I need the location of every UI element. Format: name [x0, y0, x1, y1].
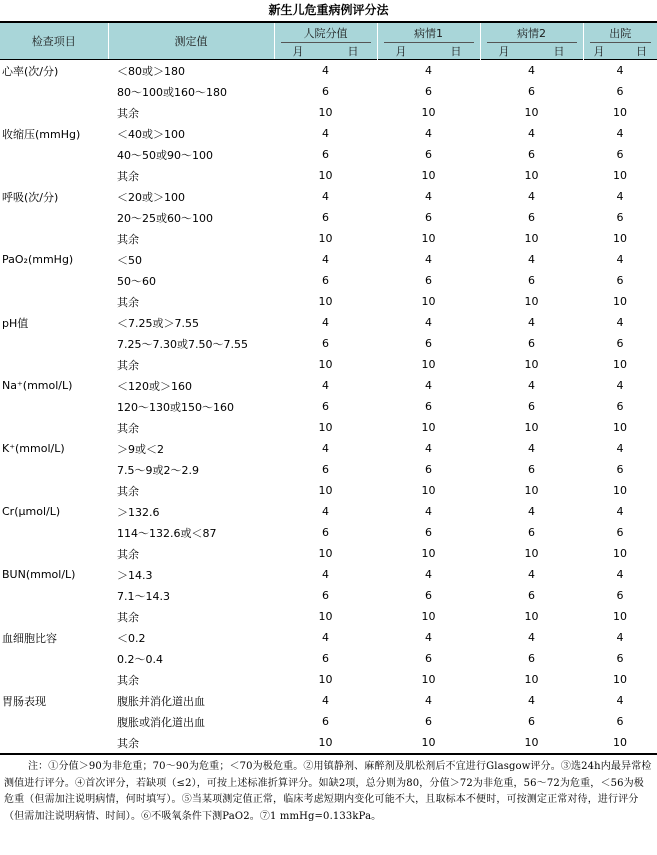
- cell-score: 6: [528, 589, 535, 602]
- cell-score: 6: [528, 337, 535, 350]
- cell-score: 10: [524, 547, 539, 560]
- cell-score: 6: [528, 211, 535, 224]
- cell-value: ＞132.6: [117, 505, 160, 519]
- cell-score: 10: [318, 232, 333, 245]
- table-row: [0, 648, 657, 669]
- table-title: 新生儿危重病例评分法: [268, 3, 389, 17]
- cell-score: 10: [318, 358, 333, 371]
- cell-value: 其余: [117, 421, 139, 435]
- cell-score: 6: [528, 274, 535, 287]
- cell-value: 其余: [117, 673, 139, 687]
- cell-score: 10: [318, 610, 333, 623]
- cell-score: 6: [322, 526, 329, 539]
- cell-score: 6: [616, 211, 624, 224]
- cell-score: 10: [613, 106, 627, 119]
- cell-score: 10: [421, 106, 436, 119]
- cell-score: 6: [528, 715, 535, 728]
- header-month-day: [480, 43, 583, 60]
- cell-score: 4: [322, 694, 329, 707]
- cell-score: 4: [425, 253, 432, 266]
- score-table: [0, 21, 657, 755]
- cell-score: 6: [616, 148, 624, 161]
- header-value: 测定值: [108, 22, 274, 60]
- cell-score: 10: [318, 673, 333, 686]
- cell-score: 10: [421, 736, 436, 749]
- cell-score: 10: [318, 295, 333, 308]
- cell-score: 6: [425, 526, 432, 539]
- cell-score: 10: [421, 295, 436, 308]
- table-row: [0, 543, 657, 564]
- cell-score: 6: [322, 589, 329, 602]
- cell-value: 7.1～14.3: [117, 589, 170, 603]
- cell-score: 4: [425, 694, 432, 707]
- cell-score: 6: [616, 589, 624, 602]
- cell-score: 10: [613, 610, 627, 623]
- cell-score: 6: [322, 400, 329, 413]
- cell-score: 4: [322, 64, 329, 77]
- cell-item: [0, 606, 108, 627]
- cell-score: 10: [524, 610, 539, 623]
- cell-score: 6: [616, 652, 624, 665]
- cell-score: 10: [613, 232, 627, 245]
- cell-score: 4: [616, 190, 624, 203]
- cell-item: [0, 522, 108, 543]
- cell-item: 血细胞比容: [2, 631, 57, 645]
- cell-value: 其余: [117, 358, 139, 372]
- cell-value: ＞14.3: [117, 568, 153, 582]
- cell-score: 6: [528, 463, 535, 476]
- table-row: [0, 627, 657, 648]
- cell-score: 4: [616, 379, 624, 392]
- cell-score: 10: [524, 232, 539, 245]
- cell-score: 4: [425, 631, 432, 644]
- cell-score: 10: [524, 484, 539, 497]
- cell-score: 10: [613, 736, 627, 749]
- cell-item: BUN(mmol/L): [2, 568, 76, 581]
- cell-score: 10: [318, 547, 333, 560]
- cell-item: K⁺(mmol/L): [2, 442, 65, 455]
- cell-score: 4: [322, 505, 329, 518]
- cell-value: 0.2～0.4: [117, 652, 163, 666]
- cell-score: 6: [322, 652, 329, 665]
- cell-score: 6: [425, 274, 432, 287]
- table-row: [0, 690, 657, 711]
- cell-item: [0, 648, 108, 669]
- cell-score: 6: [425, 148, 432, 161]
- table-body: [0, 60, 657, 755]
- cell-score: 6: [528, 148, 535, 161]
- cell-value: ＞9或＜2: [117, 442, 164, 456]
- table-row: [0, 81, 657, 102]
- header-item: 检查项目: [0, 22, 108, 60]
- cell-score: 6: [322, 85, 329, 98]
- cell-item: [0, 102, 108, 123]
- cell-score: 4: [528, 568, 535, 581]
- cell-score: 10: [421, 610, 436, 623]
- cell-item: 收缩压(mmHg): [2, 127, 81, 141]
- cell-score: 4: [528, 316, 535, 329]
- cell-value: ＜40或＞100: [117, 127, 185, 141]
- cell-item: Cr(μmol/L): [2, 505, 61, 518]
- cell-score: 4: [322, 190, 329, 203]
- cell-score: 10: [524, 736, 539, 749]
- cell-score: 6: [528, 400, 535, 413]
- cell-item: [0, 270, 108, 291]
- cell-score: 6: [425, 211, 432, 224]
- table-row: [0, 711, 657, 732]
- cell-score: 10: [524, 106, 539, 119]
- cell-score: 6: [322, 211, 329, 224]
- cell-score: 6: [616, 85, 624, 98]
- header-month-day: [274, 43, 377, 60]
- cell-item: 呼吸(次/分): [2, 190, 59, 204]
- cell-value: 114～132.6或＜87: [117, 526, 217, 540]
- cell-score: 10: [524, 295, 539, 308]
- cell-score: 6: [322, 274, 329, 287]
- table-row: [0, 375, 657, 396]
- cell-score: 4: [528, 190, 535, 203]
- header-month: 月: [292, 45, 304, 58]
- table-row: [0, 522, 657, 543]
- cell-score: 4: [616, 64, 624, 77]
- cell-score: 10: [421, 673, 436, 686]
- table-row: [0, 102, 657, 123]
- cell-score: 6: [528, 526, 535, 539]
- cell-score: 4: [616, 568, 624, 581]
- cell-value: 其余: [117, 484, 139, 498]
- cell-score: 10: [318, 484, 333, 497]
- cell-value: 其余: [117, 736, 139, 750]
- cell-score: 4: [425, 379, 432, 392]
- cell-score: 4: [425, 127, 432, 140]
- table-row: [0, 123, 657, 144]
- cell-score: 4: [616, 253, 624, 266]
- cell-score: 6: [616, 715, 624, 728]
- cell-score: 6: [425, 400, 432, 413]
- header-group-discharge: 出院: [583, 22, 657, 43]
- cell-value: ＜50: [117, 253, 142, 267]
- cell-score: 4: [528, 379, 535, 392]
- cell-score: 6: [528, 85, 535, 98]
- cell-item: [0, 711, 108, 732]
- cell-score: 4: [616, 505, 624, 518]
- cell-score: 10: [613, 358, 627, 371]
- cell-score: 6: [425, 652, 432, 665]
- cell-score: 4: [528, 694, 535, 707]
- cell-value: 40～50或90～100: [117, 148, 213, 162]
- header-group-admission: 人院分值: [274, 22, 377, 43]
- table-row: [0, 459, 657, 480]
- cell-value: 50～60: [117, 274, 156, 288]
- cell-score: 4: [425, 442, 432, 455]
- cell-score: 4: [616, 631, 624, 644]
- cell-score: 4: [616, 694, 624, 707]
- header-group-condition2: 病情2: [480, 22, 583, 43]
- cell-score: 4: [322, 253, 329, 266]
- cell-score: 4: [425, 190, 432, 203]
- cell-score: 10: [524, 421, 539, 434]
- cell-item: [0, 354, 108, 375]
- cell-score: 10: [421, 358, 436, 371]
- cell-score: 10: [613, 673, 627, 686]
- table-row: [0, 606, 657, 627]
- cell-value: ＜7.25或＞7.55: [117, 316, 199, 330]
- table-row: [0, 480, 657, 501]
- cell-score: 6: [616, 337, 624, 350]
- cell-score: 4: [425, 568, 432, 581]
- cell-item: [0, 333, 108, 354]
- cell-value: 其余: [117, 295, 139, 309]
- cell-score: 4: [528, 64, 535, 77]
- cell-score: 6: [425, 337, 432, 350]
- cell-value: ＜0.2: [117, 631, 146, 645]
- cell-score: 10: [318, 736, 333, 749]
- cell-score: 4: [425, 64, 432, 77]
- table-row: [0, 564, 657, 585]
- cell-score: 6: [322, 715, 329, 728]
- table-row: [0, 501, 657, 522]
- cell-value: 80～100或160～180: [117, 85, 227, 99]
- header-day: 日: [636, 45, 647, 58]
- header-group-condition1: 病情1: [377, 22, 480, 43]
- cell-item: [0, 543, 108, 564]
- cell-value: 其余: [117, 610, 139, 624]
- cell-score: 10: [613, 547, 627, 560]
- header-day: 日: [450, 45, 462, 58]
- cell-score: 10: [318, 106, 333, 119]
- header-month-day: [377, 43, 480, 60]
- cell-score: 10: [613, 295, 627, 308]
- cell-value: ＜120或＞160: [117, 379, 192, 393]
- cell-item: Na⁺(mmol/L): [2, 379, 73, 392]
- cell-score: 4: [425, 505, 432, 518]
- cell-score: 10: [421, 232, 436, 245]
- cell-item: [0, 207, 108, 228]
- cell-value: ＜80或＞180: [117, 64, 185, 78]
- table-row: [0, 291, 657, 312]
- cell-score: 6: [425, 85, 432, 98]
- table-row: [0, 417, 657, 438]
- header-month: 月: [593, 45, 605, 58]
- cell-item: 胃肠表现: [2, 694, 46, 708]
- cell-item: pH值: [2, 316, 29, 330]
- cell-value: 其余: [117, 106, 139, 120]
- table-row: [0, 333, 657, 354]
- cell-score: 4: [528, 253, 535, 266]
- table-row: [0, 270, 657, 291]
- cell-value: 其余: [117, 232, 139, 246]
- cell-score: 4: [528, 631, 535, 644]
- cell-score: 4: [425, 316, 432, 329]
- cell-score: 4: [528, 505, 535, 518]
- table-row: [0, 396, 657, 417]
- header-day: 日: [553, 45, 565, 58]
- table-row: [0, 228, 657, 249]
- cell-score: 10: [421, 547, 436, 560]
- table-row: [0, 207, 657, 228]
- table-row: [0, 249, 657, 270]
- cell-score: 10: [613, 484, 627, 497]
- table-row: [0, 438, 657, 459]
- cell-score: 10: [524, 673, 539, 686]
- cell-score: 10: [318, 421, 333, 434]
- cell-score: 6: [616, 463, 624, 476]
- cell-score: 4: [322, 379, 329, 392]
- cell-score: 10: [524, 358, 539, 371]
- cell-score: 4: [528, 442, 535, 455]
- cell-item: [0, 732, 108, 754]
- cell-score: 6: [616, 526, 624, 539]
- header-month: 月: [498, 45, 510, 58]
- cell-score: 4: [616, 316, 624, 329]
- cell-score: 4: [322, 442, 329, 455]
- cell-score: 6: [528, 652, 535, 665]
- cell-item: 心率(次/分): [2, 64, 59, 78]
- cell-item: [0, 459, 108, 480]
- cell-score: 4: [616, 127, 624, 140]
- cell-item: [0, 81, 108, 102]
- cell-score: 6: [616, 400, 624, 413]
- footnote: 注：①分值＞90为非危重；70～90为危重；＜70为极危重。②用镇静剂、麻醉剂及肌松剂后不宜进行Glasgow评分。③选24h内最异常检测值进行评分。④首次评分，若缺项（≤2），可按上述标准折算评分。如缺2项，总分则为80，分值＞72为非危重，56～72为危重，＜56为极危重（但需加注说明病情，何时填写）。⑤当某项测定值正常，临床考虑短期内变化可能不大，且取标本不便时，可按测定正常对待，进行评分（但需加注说明病情、时间）。⑥不吸氧条件下测PaO2。⑦1 mmHg=0.133kPa。: [4, 761, 652, 822]
- table-row: [0, 165, 657, 186]
- table-row: [0, 312, 657, 333]
- header-month-day: [583, 43, 657, 60]
- cell-score: 4: [322, 568, 329, 581]
- table-row: [0, 354, 657, 375]
- table-row: [0, 186, 657, 207]
- table-row: [0, 60, 657, 82]
- cell-item: [0, 228, 108, 249]
- cell-score: 4: [322, 316, 329, 329]
- table-row: [0, 669, 657, 690]
- cell-score: 4: [322, 631, 329, 644]
- cell-score: 6: [322, 148, 329, 161]
- table-row: [0, 732, 657, 754]
- cell-item: [0, 669, 108, 690]
- cell-score: 10: [421, 169, 436, 182]
- header-day: 日: [347, 45, 359, 58]
- cell-value: 腹胀或消化道出血: [117, 715, 205, 729]
- cell-value: 7.25～7.30或7.50～7.55: [117, 337, 248, 351]
- cell-score: 6: [322, 337, 329, 350]
- cell-score: 10: [613, 169, 627, 182]
- cell-value: 120～130或150～160: [117, 400, 234, 414]
- cell-score: 6: [425, 463, 432, 476]
- cell-score: 10: [421, 421, 436, 434]
- cell-score: 6: [425, 589, 432, 602]
- cell-score: 4: [322, 127, 329, 140]
- cell-item: PaO₂(mmHg): [2, 253, 74, 266]
- cell-value: ＜20或＞100: [117, 190, 185, 204]
- header-month: 月: [395, 45, 407, 58]
- cell-item: [0, 396, 108, 417]
- cell-score: 10: [524, 169, 539, 182]
- cell-item: [0, 291, 108, 312]
- cell-item: [0, 417, 108, 438]
- cell-item: [0, 480, 108, 501]
- cell-score: 10: [318, 169, 333, 182]
- cell-value: 20～25或60～100: [117, 211, 213, 225]
- cell-value: 其余: [117, 547, 139, 561]
- cell-item: [0, 585, 108, 606]
- table-row: [0, 144, 657, 165]
- table-row: [0, 585, 657, 606]
- cell-value: 其余: [117, 169, 139, 183]
- cell-score: 6: [616, 274, 624, 287]
- cell-score: 4: [616, 442, 624, 455]
- cell-score: 6: [322, 463, 329, 476]
- cell-score: 10: [613, 421, 627, 434]
- cell-item: [0, 144, 108, 165]
- cell-score: 4: [528, 127, 535, 140]
- cell-score: 10: [421, 484, 436, 497]
- cell-value: 腹胀并消化道出血: [117, 694, 205, 708]
- cell-item: [0, 165, 108, 186]
- cell-score: 6: [425, 715, 432, 728]
- cell-value: 7.5～9或2～2.9: [117, 463, 199, 477]
